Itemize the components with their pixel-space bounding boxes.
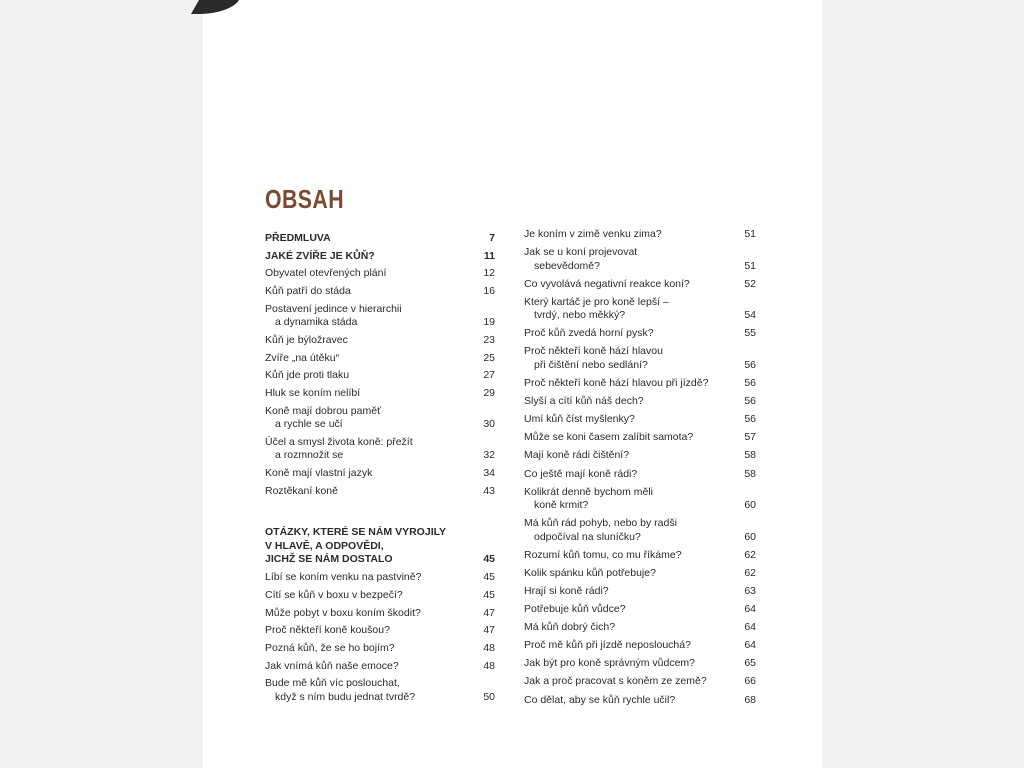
toc-entry-page-number: 66 [744, 675, 756, 688]
toc-entry-page-number: 34 [483, 467, 495, 480]
toc-entry-title-line-2: když s ním budu jednat tvrdě? [275, 690, 416, 703]
toc-entry-title: Má kůň rád pohyb, nebo by radši [524, 517, 677, 530]
toc-entry-page-number: 57 [744, 431, 756, 444]
toc-entry-page-number: 25 [483, 351, 495, 364]
toc-entry [524, 395, 756, 409]
toc-entry [524, 517, 756, 544]
toc-entry-page-number: 55 [744, 327, 756, 340]
toc-entry [265, 352, 495, 366]
toc-entry-page-number: 68 [744, 693, 756, 706]
toc-entry [265, 232, 495, 246]
toc-entry [524, 567, 756, 581]
toc-entry-title: Jak být pro koně správným vůdcem? [524, 657, 695, 670]
page-title: OBSAH [265, 184, 345, 214]
toc-entry-title: Kolik spánku kůň potřebuje? [524, 566, 656, 579]
toc-entry [524, 431, 756, 445]
toc-entry [265, 387, 495, 401]
toc-entry-page-number: 63 [744, 585, 756, 597]
toc-left-column [265, 232, 495, 708]
toc-entry-title: Účel a smysl života koně: přežít [265, 435, 413, 448]
toc-entry-title: Koně mají dobrou paměť [265, 404, 382, 417]
toc-right-column [524, 228, 756, 712]
toc-entry [265, 642, 495, 656]
toc-entry [265, 436, 495, 463]
toc-entry-page-number: 56 [744, 358, 756, 371]
toc-entry [524, 327, 756, 341]
toc-entry-title-line-2: a dynamika stáda [275, 316, 358, 329]
toc-entry [265, 571, 495, 585]
toc-entry [265, 369, 495, 383]
toc-entry [524, 278, 756, 292]
toc-entry-page-number: 65 [744, 657, 756, 670]
toc-entry-page-number: 19 [483, 316, 495, 329]
toc-entry-title: Roztěkaní koně [265, 484, 338, 497]
toc-entry-title: Může pobyt v boxu koním škodit? [265, 606, 421, 619]
toc-entry [265, 467, 495, 481]
toc-entry-title: Proč mě kůň při jízdě neposlouchá? [524, 639, 691, 652]
toc-entry-page-number: 30 [483, 418, 495, 431]
toc-entry-title-line-2: a rychle se učí [275, 418, 343, 431]
toc-entry-title: Cítí se kůň v boxu v bezpečí? [265, 588, 403, 601]
toc-entry-title: JAKÉ ZVÍŘE JE KŮŇ? [265, 249, 375, 262]
toc-entry-page-number: 47 [483, 624, 495, 637]
toc-entry [265, 285, 495, 299]
toc-entry-title: Kůň patří do stáda [265, 285, 351, 298]
toc-entry [524, 694, 756, 708]
toc-entry-title: Koně mají vlastní jazyk [265, 467, 373, 480]
toc-entry-page-number: 62 [744, 566, 756, 579]
toc-entry-title-line-2: koně krmit? [534, 499, 589, 512]
toc-entry-page-number: 64 [744, 639, 756, 652]
toc-entry [265, 405, 495, 432]
toc-entry [524, 246, 756, 273]
toc-entry [265, 250, 495, 264]
toc-entry-page-number: 32 [483, 449, 495, 462]
toc-entry [265, 334, 495, 348]
toc-entry-page-number: 48 [483, 641, 495, 654]
toc-entry [524, 296, 756, 323]
toc-entry-page-number: 51 [744, 259, 756, 272]
toc-entry-page-number: 51 [744, 228, 756, 240]
toc-entry-page-number: 12 [483, 267, 495, 280]
toc-entry-page-number: 60 [744, 499, 756, 512]
toc-entry-title: Jak se u koní projevovat [524, 246, 638, 259]
toc-entry-title-line-2: při čištění nebo sedlání? [534, 358, 648, 371]
toc-entry-title: Potřebuje kůň vůdce? [524, 603, 626, 616]
toc-entry-page-number: 45 [483, 588, 495, 601]
toc-entry-title: Co dělat, aby se kůň rychle učil? [524, 693, 676, 706]
toc-entry-page-number: 50 [483, 690, 495, 703]
toc-entry-page-number: 16 [483, 285, 495, 298]
toc-entry-title: Proč kůň zvedá horní pysk? [524, 327, 654, 340]
section-heading-line-2: V HLAVĚ, A ODPOVĚDI, [265, 539, 384, 552]
toc-entry-page-number: 56 [744, 413, 756, 426]
toc-entry-page-number: 27 [483, 369, 495, 382]
toc-entry-title: Co ještě mají koně rádi? [524, 467, 638, 480]
toc-entry [265, 485, 495, 499]
toc-entry-page-number: 29 [483, 387, 495, 399]
toc-entry-page-number: 62 [744, 548, 756, 561]
toc-entry [524, 449, 756, 463]
toc-entry-page-number: 47 [483, 606, 495, 619]
toc-entry-title: Jak vnímá kůň naše emoce? [265, 659, 399, 672]
toc-entry-title: Hrají si koně rádi? [524, 585, 609, 597]
toc-entry [524, 345, 756, 372]
toc-entry-title: Proč někteří koně hází hlavou při jízdě? [524, 377, 709, 390]
toc-entry [265, 677, 495, 704]
toc-entry-title: Postavení jedince v hierarchii [265, 302, 402, 315]
toc-entry [265, 267, 495, 281]
toc-entry-page-number: 54 [744, 309, 756, 322]
toc-entry [265, 589, 495, 603]
toc-entry-title: Zvíře „na útěku“ [265, 351, 340, 364]
toc-entry [524, 603, 756, 617]
toc-entry-title: Je koním v zimě venku zima? [524, 228, 662, 240]
toc-entry [524, 377, 756, 391]
toc-entry [265, 607, 495, 621]
toc-entry-title: Jak a proč pracovat s koněm ze země? [524, 675, 707, 688]
toc-entry [524, 549, 756, 563]
toc-entry-page-number: 56 [744, 377, 756, 390]
toc-entry-title: Co vyvolává negativní reakce koní? [524, 277, 690, 290]
toc-entry-title: Líbí se koním venku na pastvině? [265, 571, 422, 584]
toc-entry-page-number: 11 [483, 249, 495, 262]
toc-entry-title-line-2: tvrdý, nebo měkký? [534, 309, 626, 322]
toc-entry [265, 303, 495, 330]
toc-entry [265, 660, 495, 674]
toc-entry-page-number: 56 [744, 395, 756, 408]
section-heading-page: 45 [483, 553, 495, 566]
toc-entry-title: Kolikrát denně bychom měli [524, 485, 653, 498]
toc-entry [524, 657, 756, 671]
toc-entry-title: Který kartáč je pro koně lepší – [524, 295, 669, 308]
toc-entry-title: Proč někteří koně koušou? [265, 624, 390, 637]
toc-entry-title: Proč někteří koně hází hlavou [524, 345, 663, 358]
toc-entry-title: Obyvatel otevřených plání [265, 267, 387, 280]
section-gap [265, 502, 495, 526]
toc-entry [524, 468, 756, 482]
toc-entry-title: Pozná kůň, že se ho bojím? [265, 641, 395, 654]
toc-entry-title-line-2: odpočíval na sluníčku? [534, 530, 641, 543]
toc-entry-title: Kůň je býložravec [265, 333, 348, 346]
toc-entry [524, 675, 756, 689]
toc-entry-page-number: 64 [744, 603, 756, 616]
toc-entry-title: Může se koni časem zalíbit samota? [524, 431, 694, 444]
toc-entry-title: Slyší a cítí kůň náš dech? [524, 395, 644, 408]
toc-entry-page-number: 64 [744, 621, 756, 634]
toc-entry-page-number: 58 [744, 467, 756, 480]
toc-entry-title: Hluk se koním nelíbí [265, 387, 361, 399]
toc-list-right [524, 228, 756, 707]
toc-entry-title: Má kůň dobrý čich? [524, 621, 616, 634]
toc-entry [524, 639, 756, 653]
toc-entry [524, 228, 756, 242]
toc-entry-title-line-2: a rozmnožit se [275, 449, 344, 462]
toc-entry [524, 621, 756, 635]
toc-entry-page-number: 43 [483, 484, 495, 497]
toc-entry-page-number: 23 [483, 333, 495, 346]
toc-entry-title: Rozumí kůň tomu, co mu říkáme? [524, 548, 682, 561]
toc-entry-title-line-2: sebevědomě? [534, 259, 600, 272]
toc-list-left [265, 232, 495, 498]
toc-entry-page-number: 52 [744, 277, 756, 290]
toc-entry-page-number: 58 [744, 449, 756, 462]
toc-entry-title: Umí kůň číst myšlenky? [524, 413, 635, 426]
toc-entry-page-number: 60 [744, 530, 756, 543]
toc-entry-title: PŘEDMLUVA [265, 232, 331, 244]
toc-entry-page-number: 45 [483, 571, 495, 584]
toc-entry-title: Kůň jde proti tlaku [265, 369, 350, 382]
toc-entry-page-number: 7 [489, 232, 495, 244]
toc-entry [524, 413, 756, 427]
toc-list-left-questions [265, 571, 495, 704]
toc-entry [524, 486, 756, 513]
toc-entry [524, 585, 756, 599]
section-heading-line-3: JICHŽ SE NÁM DOSTALO [265, 553, 393, 566]
toc-section-heading [265, 526, 495, 567]
toc-entry-page-number: 48 [483, 659, 495, 672]
toc-entry-title: Bude mě kůň víc poslouchat, [265, 677, 400, 690]
toc-entry [265, 624, 495, 638]
section-heading-line-1: OTÁZKY, KTERÉ SE NÁM VYROJILY [265, 526, 447, 539]
toc-entry-title: Mají koně rádi čištění? [524, 449, 630, 462]
